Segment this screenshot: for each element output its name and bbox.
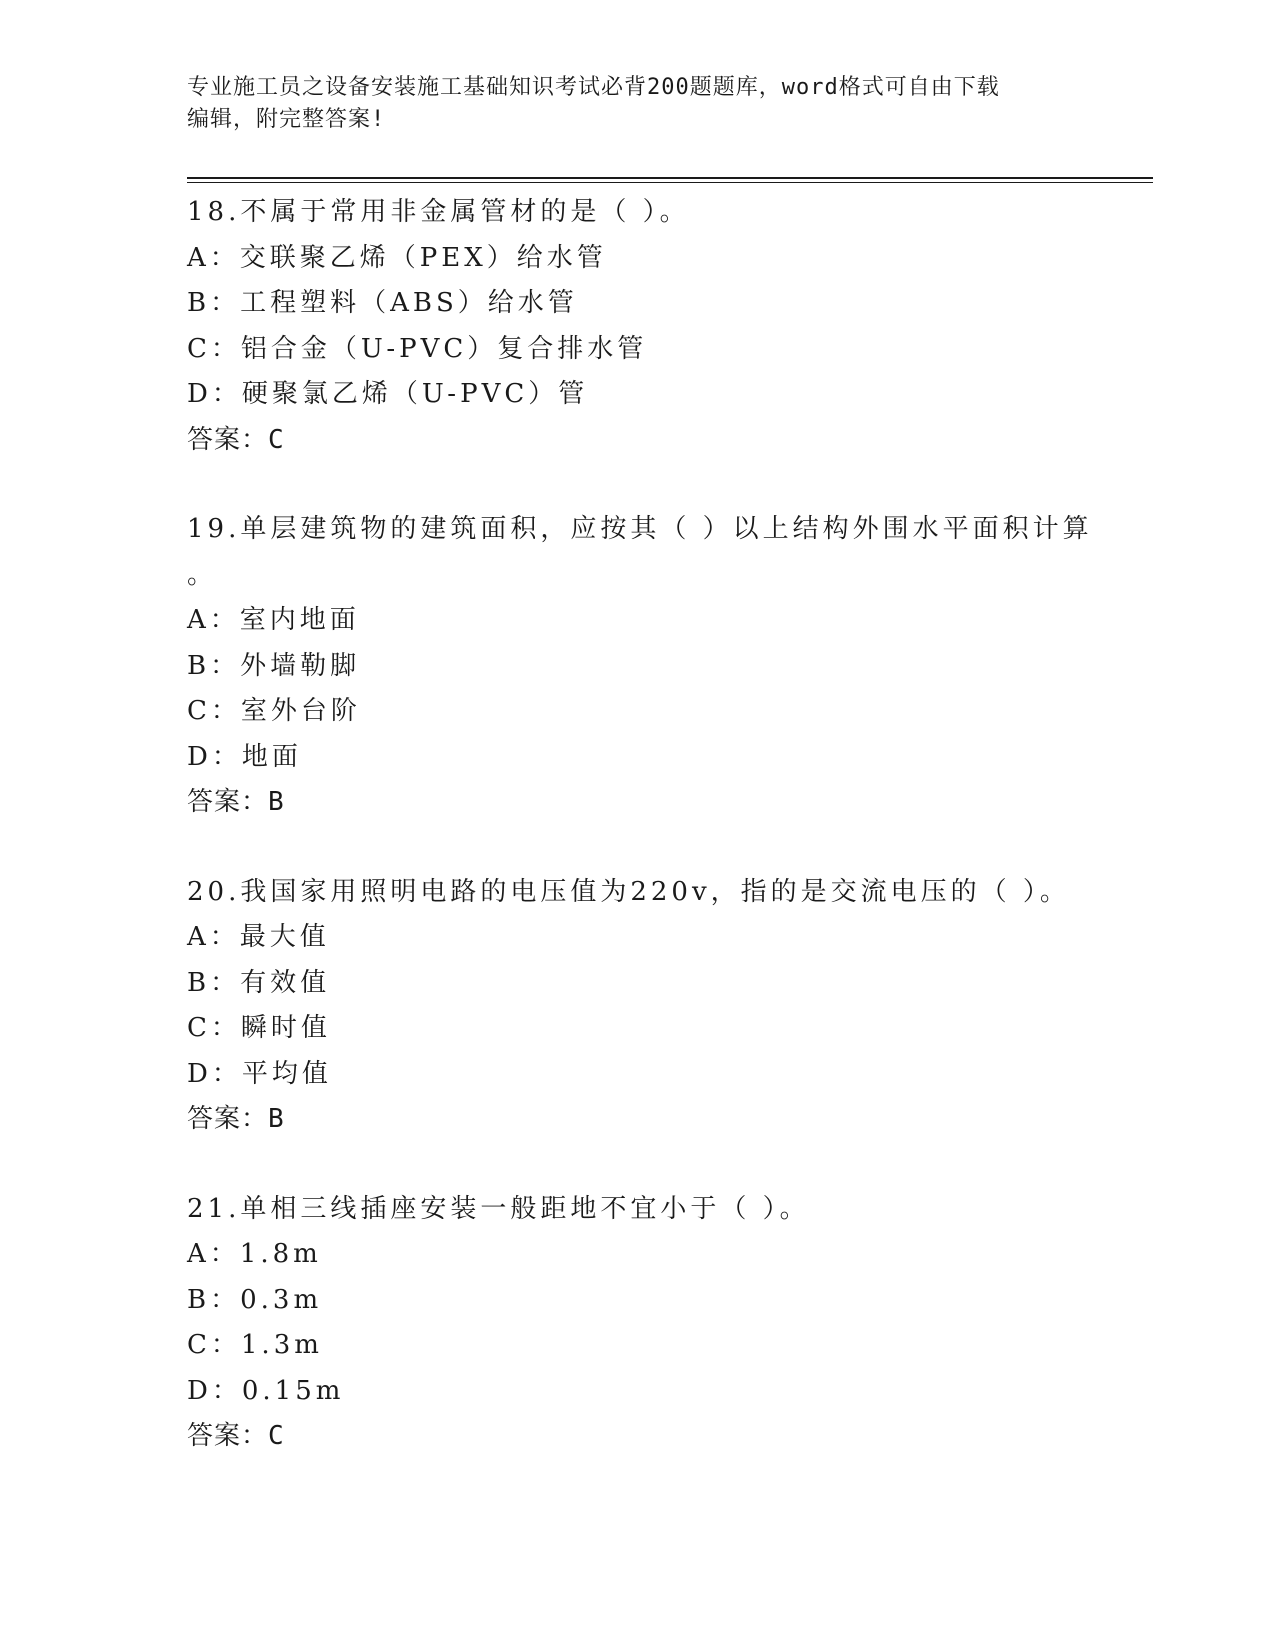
question-stem: 21.单相三线插座安装一般距地不宜小于（ ）。 bbox=[187, 1193, 810, 1224]
option-c: C：1.3m bbox=[187, 1330, 323, 1360]
option-b: B：外墙勒脚 bbox=[187, 650, 361, 681]
question-stem: 18.不属于常用非金属管材的是（ ）。 bbox=[187, 197, 690, 227]
question-20 bbox=[187, 870, 1087, 1143]
header-divider-thin bbox=[187, 182, 1153, 183]
header-title-line-1: 专业施工员之设备安装施工基础知识考试必背200题题库，word格式可自由下载 bbox=[187, 75, 1000, 100]
answer-label: 答案：B bbox=[187, 1104, 285, 1134]
question-21 bbox=[187, 1187, 1087, 1460]
header-title-line-2: 编辑，附完整答案! bbox=[187, 107, 386, 132]
option-a: A：室内地面 bbox=[187, 605, 360, 635]
option-d: D：硬聚氯乙烯（U-PVC）管 bbox=[187, 379, 589, 409]
option-a: A：最大值 bbox=[187, 922, 330, 952]
question-18 bbox=[187, 190, 1087, 463]
question-stem: 20.我国家用照明电路的电压值为220v，指的是交流电压的（ ）。 bbox=[187, 876, 1070, 907]
option-c: C：瞬时值 bbox=[187, 1013, 331, 1043]
question-list bbox=[187, 190, 1093, 1504]
option-a: A：交联聚乙烯（PEX）给水管 bbox=[187, 242, 607, 273]
header-divider-thick bbox=[187, 177, 1153, 179]
option-a: A：1.8m bbox=[187, 1239, 322, 1269]
question-stem: 19.单层建筑物的建筑面积，应按其（ ）以上结构外围水平面积计算 bbox=[187, 514, 1093, 544]
option-b: B：工程塑料（ABS）给水管 bbox=[187, 288, 578, 318]
answer-label: 答案：B bbox=[187, 787, 285, 817]
option-d: D：地面 bbox=[187, 741, 302, 772]
answer-label: 答案：C bbox=[187, 424, 285, 455]
answer-label: 答案：C bbox=[187, 1421, 285, 1451]
question-stem-continuation: 。 bbox=[187, 559, 218, 590]
option-d: D：平均值 bbox=[187, 1058, 332, 1089]
option-c: C：室外台阶 bbox=[187, 696, 361, 726]
option-d: D：0.15m bbox=[187, 1375, 345, 1406]
option-b: B：0.3m bbox=[187, 1284, 323, 1315]
option-b: B：有效值 bbox=[187, 967, 331, 998]
document-header bbox=[187, 72, 1067, 136]
question-19 bbox=[187, 507, 1093, 826]
option-c: C：铝合金（U-PVC）复合排水管 bbox=[187, 333, 648, 364]
